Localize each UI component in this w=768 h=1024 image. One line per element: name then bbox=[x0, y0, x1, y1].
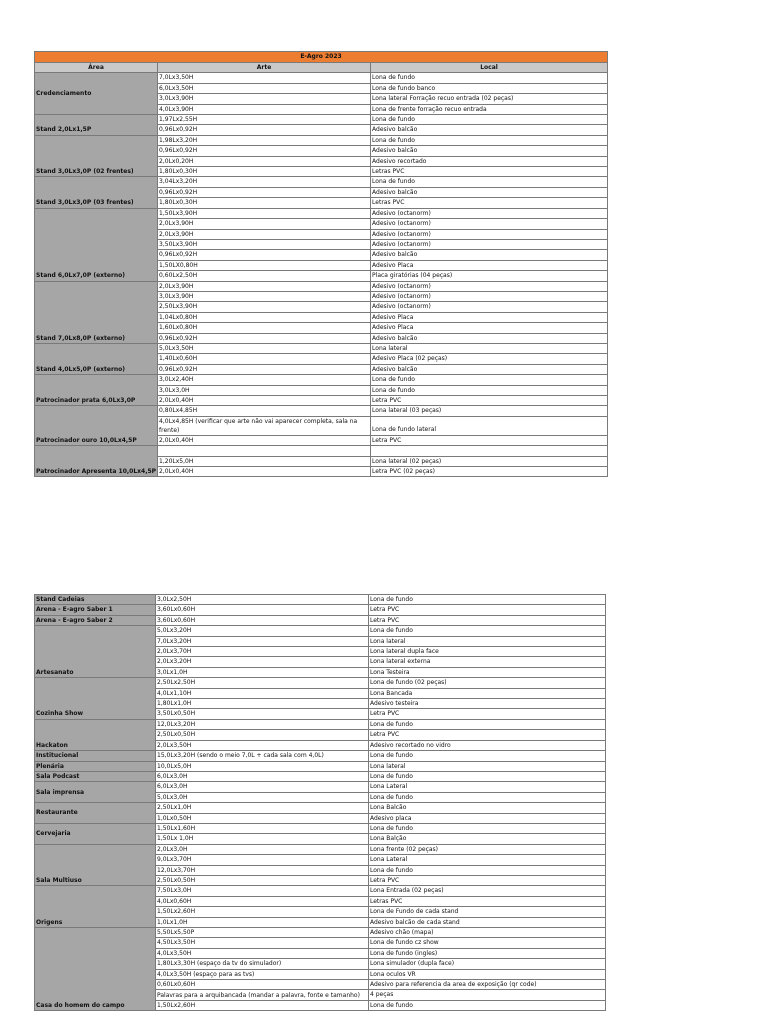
local-cell: Lona de fundo (ingles) bbox=[369, 948, 606, 958]
arte-cell: 4,0Lx0,60H bbox=[156, 896, 369, 906]
table-row bbox=[35, 73, 608, 83]
arte-cell: 7,0Lx3,20H bbox=[156, 636, 369, 646]
local-cell: Lona Lateral bbox=[369, 855, 606, 865]
local-cell: Adesivo balcão bbox=[371, 364, 608, 374]
local-cell: Lona de fundo bbox=[371, 73, 608, 83]
arte-cell: 3,0Lx3,90H bbox=[158, 94, 371, 104]
local-cell: Lona de fundo bbox=[369, 865, 606, 875]
local-cell: Adesivo (octanorm) bbox=[371, 239, 608, 249]
arte-cell: 0,80Lx4,85H bbox=[158, 406, 371, 416]
arte-cell: 15,0Lx3,20H (sendo o meio 7,0L + cada sala com 4,0L) bbox=[156, 751, 369, 761]
table-row bbox=[35, 626, 606, 636]
area-cell: Credenciamento bbox=[35, 73, 158, 115]
arte-cell: 1,98Lx3,20H bbox=[158, 135, 371, 145]
arte-cell: 1,80Lx1,0H bbox=[156, 699, 369, 709]
arte-cell: 3,0Lx1,0H bbox=[156, 667, 369, 677]
title-row bbox=[35, 52, 608, 63]
local-cell: Adesivo (octanorm) bbox=[371, 281, 608, 291]
local-cell: Lona de fundo (02 peças) bbox=[369, 678, 606, 688]
local-cell: Adesivo balcão bbox=[371, 125, 608, 135]
arte-cell: 2,0Lx3,90H bbox=[158, 281, 371, 291]
arte-cell: 4,0Lx3,50H bbox=[156, 948, 369, 958]
arte-cell: 10,0Lx5,0H bbox=[156, 761, 369, 771]
arte-cell: 3,60Lx0,60H bbox=[156, 615, 369, 625]
arte-cell: 0,60Lx2,50H bbox=[158, 271, 371, 281]
arte-cell: 6,0Lx3,50H bbox=[158, 83, 371, 93]
arte-cell: 0,96Lx0,92H bbox=[158, 146, 371, 156]
local-cell: Letra PVC (02 peças) bbox=[371, 467, 608, 477]
area-cell: Stand 4,0Lx5,0P (externo) bbox=[35, 343, 158, 374]
local-cell: Lona de fundo bbox=[371, 385, 608, 395]
local-cell: Lona lateral bbox=[369, 636, 606, 646]
local-cell: Lona de fundo cz show bbox=[369, 938, 606, 948]
local-cell: Adesivo chão (mapa) bbox=[369, 928, 606, 938]
arte-cell: 2,0Lx3,70H bbox=[156, 647, 369, 657]
arte-cell: 4,0Lx4,85H (verificar que arte não vai aparecer completa, sala na frente) bbox=[158, 416, 371, 435]
table-body bbox=[35, 595, 606, 1011]
arte-cell: 0,96Lx0,92H bbox=[158, 187, 371, 197]
header-arte: Arte bbox=[158, 63, 371, 73]
arte-cell: 2,50Lx1,0H bbox=[156, 803, 369, 813]
local-cell: Adesivo (octanorm) bbox=[371, 219, 608, 229]
table-row bbox=[35, 771, 606, 781]
arte-cell: 1,50Lx 1,0H bbox=[156, 834, 369, 844]
local-cell: Lona lateral bbox=[371, 343, 608, 353]
table-row bbox=[35, 446, 608, 456]
arte-cell: 4,50Lx3,50H bbox=[156, 938, 369, 948]
arte-cell: 2,50Lx2,50H bbox=[156, 678, 369, 688]
arte-cell: 2,0Lx0,40H bbox=[158, 396, 371, 406]
table-row bbox=[35, 406, 608, 416]
local-cell: 4 peças bbox=[369, 990, 606, 1000]
arte-cell: 2,50Lx3,90H bbox=[158, 302, 371, 312]
arte-cell: 6,0Lx3,0H bbox=[156, 771, 369, 781]
table-row bbox=[35, 844, 606, 854]
table-row bbox=[35, 115, 608, 125]
arte-cell: 1,04Lx0,80H bbox=[158, 312, 371, 322]
local-cell: Lona de fundo bbox=[371, 177, 608, 187]
arte-cell: 2,0Lx0,20H bbox=[158, 156, 371, 166]
local-cell: Letra PVC bbox=[371, 396, 608, 406]
arte-cell: 0,96Lx0,92H bbox=[158, 333, 371, 343]
local-cell: Letras PVC bbox=[369, 896, 606, 906]
local-cell: Lona lateral externa bbox=[369, 657, 606, 667]
local-cell: Lona oculos VR bbox=[369, 969, 606, 979]
arte-cell: 2,50Lx0,50H bbox=[156, 730, 369, 740]
local-cell: Lona de fundo bbox=[369, 751, 606, 761]
table-row bbox=[35, 208, 608, 218]
table-row bbox=[35, 761, 606, 771]
table-row bbox=[35, 281, 608, 291]
table-row bbox=[35, 343, 608, 353]
arte-cell: 2,0Lx3,90H bbox=[158, 219, 371, 229]
local-cell: Lona de fundo bbox=[371, 115, 608, 125]
local-cell bbox=[371, 446, 608, 456]
arte-cell: 1,0Lx1,0H bbox=[156, 917, 369, 927]
arte-cell: Palavras para a arquibancada (mandar a palavra, fonte e tamanho) bbox=[156, 990, 369, 1000]
area-cell: Stand 7,0Lx8,0P (externo) bbox=[35, 281, 158, 343]
local-cell: Lona lateral (03 peças) bbox=[371, 406, 608, 416]
arte-cell: 4,0Lx3,50H (espaço para as tvs) bbox=[156, 969, 369, 979]
table-row bbox=[35, 135, 608, 145]
local-cell: Lona de fundo banco bbox=[371, 83, 608, 93]
local-cell: Lona de Fundo de cada stand bbox=[369, 907, 606, 917]
table-row bbox=[35, 928, 606, 938]
local-cell: Lona Balcão bbox=[369, 803, 606, 813]
table-row bbox=[35, 803, 606, 813]
spreadsheet-table-top bbox=[34, 51, 608, 477]
sheet-title: E-Agro 2023 bbox=[35, 52, 608, 63]
arte-cell: 3,0Lx2,40H bbox=[158, 375, 371, 385]
local-cell: Lona de fundo bbox=[371, 375, 608, 385]
area-cell: Cervejaria bbox=[35, 823, 156, 844]
local-cell: Lona simulador (dupla face) bbox=[369, 959, 606, 969]
local-cell: Adesivo recortado no vidro bbox=[369, 740, 606, 750]
arte-cell: 1,80Lx0,30H bbox=[158, 167, 371, 177]
arte-cell: 3,50Lx0,50H bbox=[156, 709, 369, 719]
local-cell: Placa giratórias (04 peças) bbox=[371, 271, 608, 281]
arte-cell: 1,60Lx0,80H bbox=[158, 323, 371, 333]
arte-cell: 12,0Lx3,70H bbox=[156, 865, 369, 875]
local-cell: Lona Bancada bbox=[369, 688, 606, 698]
area-cell: Arena - E-agro Saber 2 bbox=[35, 615, 156, 625]
local-cell: Adesivo Placa bbox=[371, 323, 608, 333]
local-cell: Lona lateral dupla face bbox=[369, 647, 606, 657]
table-row bbox=[35, 615, 606, 625]
area-cell: Stand 3,0Lx3,0P (03 frentes) bbox=[35, 177, 158, 208]
arte-cell: 7,50Lx3,0H bbox=[156, 886, 369, 896]
area-cell: Stand 3,0Lx3,0P (02 frentes) bbox=[35, 135, 158, 177]
local-cell: Lona lateral Forração recuo entrada (02 peças) bbox=[371, 94, 608, 104]
local-cell: Adesivo (octanorm) bbox=[371, 229, 608, 239]
local-cell: Letra PVC bbox=[369, 605, 606, 615]
local-cell: Lona de fundo bbox=[369, 719, 606, 729]
local-cell: Adesivo (octanorm) bbox=[371, 208, 608, 218]
table-row bbox=[35, 719, 606, 729]
local-cell: Lona de fundo bbox=[369, 792, 606, 802]
table-body bbox=[35, 52, 608, 477]
area-cell: Stand 2,0Lx1,5P bbox=[35, 115, 158, 136]
local-cell: Adesivo Placa bbox=[371, 260, 608, 270]
arte-cell: 1,97Lx2,55H bbox=[158, 115, 371, 125]
local-cell: Lona de fundo bbox=[369, 823, 606, 833]
local-cell: Adesivo testeira bbox=[369, 699, 606, 709]
header-area: Área bbox=[35, 63, 158, 73]
arte-cell: 1,20Lx5,0H bbox=[158, 456, 371, 466]
area-cell: Stand 6,0Lx7,0P (externo) bbox=[35, 208, 158, 281]
arte-cell: 2,0Lx3,90H bbox=[158, 229, 371, 239]
area-cell: Sala Multiuso bbox=[35, 844, 156, 886]
arte-cell: 2,0Lx3,50H bbox=[156, 740, 369, 750]
local-cell: Adesivo Placa (02 peças) bbox=[371, 354, 608, 364]
local-cell: Lona Testeira bbox=[369, 667, 606, 677]
header-row bbox=[35, 63, 608, 73]
area-cell: Plenária bbox=[35, 761, 156, 771]
arte-cell: 0,96Lx0,92H bbox=[158, 250, 371, 260]
table-row bbox=[35, 177, 608, 187]
local-cell: Adesivo balcão bbox=[371, 333, 608, 343]
local-cell: Lona de fundo lateral bbox=[371, 416, 608, 435]
area-cell: Patrocinador Apresenta 10,0Lx4,5P bbox=[35, 446, 158, 477]
area-cell: Patrocinador prata 6,0Lx3,0P bbox=[35, 375, 158, 406]
local-cell: Letra PVC bbox=[369, 615, 606, 625]
local-cell: Adesivo balcão de cada stand bbox=[369, 917, 606, 927]
local-cell: Lona de fundo bbox=[369, 771, 606, 781]
arte-cell: 5,0Lx3,50H bbox=[158, 343, 371, 353]
arte-cell: 4,0Lx3,90H bbox=[158, 104, 371, 114]
local-cell: Lona Balção bbox=[369, 834, 606, 844]
local-cell: Letra PVC bbox=[371, 435, 608, 445]
local-cell: Lona Entrada (02 peças) bbox=[369, 886, 606, 896]
arte-cell: 4,0Lx1,10H bbox=[156, 688, 369, 698]
local-cell: Letra PVC bbox=[369, 709, 606, 719]
arte-cell: 2,0Lx3,20H bbox=[156, 657, 369, 667]
local-cell: Letra PVC bbox=[369, 730, 606, 740]
arte-cell: 1,80Lx0,30H bbox=[158, 198, 371, 208]
area-cell: Patrocinador ouro 10,0Lx4,5P bbox=[35, 406, 158, 446]
table-row bbox=[35, 886, 606, 896]
table-row bbox=[35, 823, 606, 833]
arte-cell: 2,50Lx0,50H bbox=[156, 875, 369, 885]
local-cell: Lona de fundo bbox=[369, 595, 606, 605]
local-cell: Letra PVC bbox=[369, 875, 606, 885]
table-row bbox=[35, 782, 606, 792]
local-cell: Adesivo balcão bbox=[371, 187, 608, 197]
local-cell: Letras PVC bbox=[371, 167, 608, 177]
arte-cell: 1,80Lx3,30H (espaço da tv do simulador) bbox=[156, 959, 369, 969]
arte-cell: 1,40Lx0,60H bbox=[158, 354, 371, 364]
arte-cell: 3,0Lx3,0H bbox=[158, 385, 371, 395]
area-cell: Stand Cadeias bbox=[35, 595, 156, 605]
arte-cell: 5,0Lx3,20H bbox=[156, 626, 369, 636]
arte-cell: 2,0Lx0,40H bbox=[158, 467, 371, 477]
local-cell: Lona Lateral bbox=[369, 782, 606, 792]
arte-cell: 7,0Lx3,50H bbox=[158, 73, 371, 83]
area-cell: Institucional bbox=[35, 751, 156, 761]
area-cell: Cozinha Show bbox=[35, 678, 156, 720]
table-row bbox=[35, 375, 608, 385]
local-cell: Lona de fundo bbox=[369, 626, 606, 636]
arte-cell: 3,0Lx3,90H bbox=[158, 291, 371, 301]
arte-cell: 1,50Lx2,60H bbox=[156, 1000, 369, 1010]
arte-cell: 0,96Lx0,92H bbox=[158, 364, 371, 374]
table-row bbox=[35, 678, 606, 688]
table-row bbox=[35, 605, 606, 615]
local-cell: Lona frente (02 peças) bbox=[369, 844, 606, 854]
arte-cell: 1,50Lx3,90H bbox=[158, 208, 371, 218]
arte-cell: 1,50LX0,80H bbox=[158, 260, 371, 270]
local-cell: Letras PVC bbox=[371, 198, 608, 208]
local-cell: Adesivo para referencia da area de exposição (qr code) bbox=[369, 980, 606, 990]
area-cell: Arena - E-agro Saber 1 bbox=[35, 605, 156, 615]
arte-cell: 6,0Lx3,0H bbox=[156, 782, 369, 792]
local-cell: Lona de fundo bbox=[369, 1000, 606, 1010]
local-cell: Adesivo balcão bbox=[371, 250, 608, 260]
arte-cell: 2,0Lx3,0H bbox=[156, 844, 369, 854]
spreadsheet-table-bottom bbox=[34, 594, 606, 1011]
area-cell: Hackaton bbox=[35, 719, 156, 750]
local-cell: Adesivo (octanorm) bbox=[371, 302, 608, 312]
arte-cell: 3,04Lx3,20H bbox=[158, 177, 371, 187]
arte-cell: 1,50Lx1,60H bbox=[156, 823, 369, 833]
table-row bbox=[35, 595, 606, 605]
arte-cell: 9,0Lx3,70H bbox=[156, 855, 369, 865]
local-cell: Adesivo Placa bbox=[371, 312, 608, 322]
area-cell: Restaurante bbox=[35, 803, 156, 824]
arte-cell: 1,0Lx0,50H bbox=[156, 813, 369, 823]
area-cell: Origens bbox=[35, 886, 156, 928]
arte-cell bbox=[158, 446, 371, 456]
local-cell: Lona de frente forração recuo entrada bbox=[371, 104, 608, 114]
arte-cell: 3,50Lx3,90H bbox=[158, 239, 371, 249]
arte-cell: 12,0Lx3,20H bbox=[156, 719, 369, 729]
local-cell: Lona lateral (02 peças) bbox=[371, 456, 608, 466]
local-cell: Lona de fundo bbox=[371, 135, 608, 145]
area-cell: Sala Podcast bbox=[35, 771, 156, 781]
area-cell: Casa do homem do campo bbox=[35, 928, 156, 1011]
arte-cell: 5,0Lx3,0H bbox=[156, 792, 369, 802]
arte-cell: 2,0Lx0,40H bbox=[158, 435, 371, 445]
local-cell: Adesivo (octanorm) bbox=[371, 291, 608, 301]
area-cell: Artesanato bbox=[35, 626, 156, 678]
arte-cell: 0,96Lx0,92H bbox=[158, 125, 371, 135]
local-cell: Adesivo recortado bbox=[371, 156, 608, 166]
header-local: Local bbox=[371, 63, 608, 73]
arte-cell: 1,50Lx2,60H bbox=[156, 907, 369, 917]
arte-cell: 3,0Lx2,50H bbox=[156, 595, 369, 605]
local-cell: Lona lateral bbox=[369, 761, 606, 771]
local-cell: Adesivo placa bbox=[369, 813, 606, 823]
table-row bbox=[35, 751, 606, 761]
local-cell: Adesivo balcão bbox=[371, 146, 608, 156]
arte-cell: 3,60Lx0,60H bbox=[156, 605, 369, 615]
arte-cell: 5,50Lx5,50P bbox=[156, 928, 369, 938]
arte-cell: 0,60Lx0,60H bbox=[156, 980, 369, 990]
area-cell: Sala imprensa bbox=[35, 782, 156, 803]
